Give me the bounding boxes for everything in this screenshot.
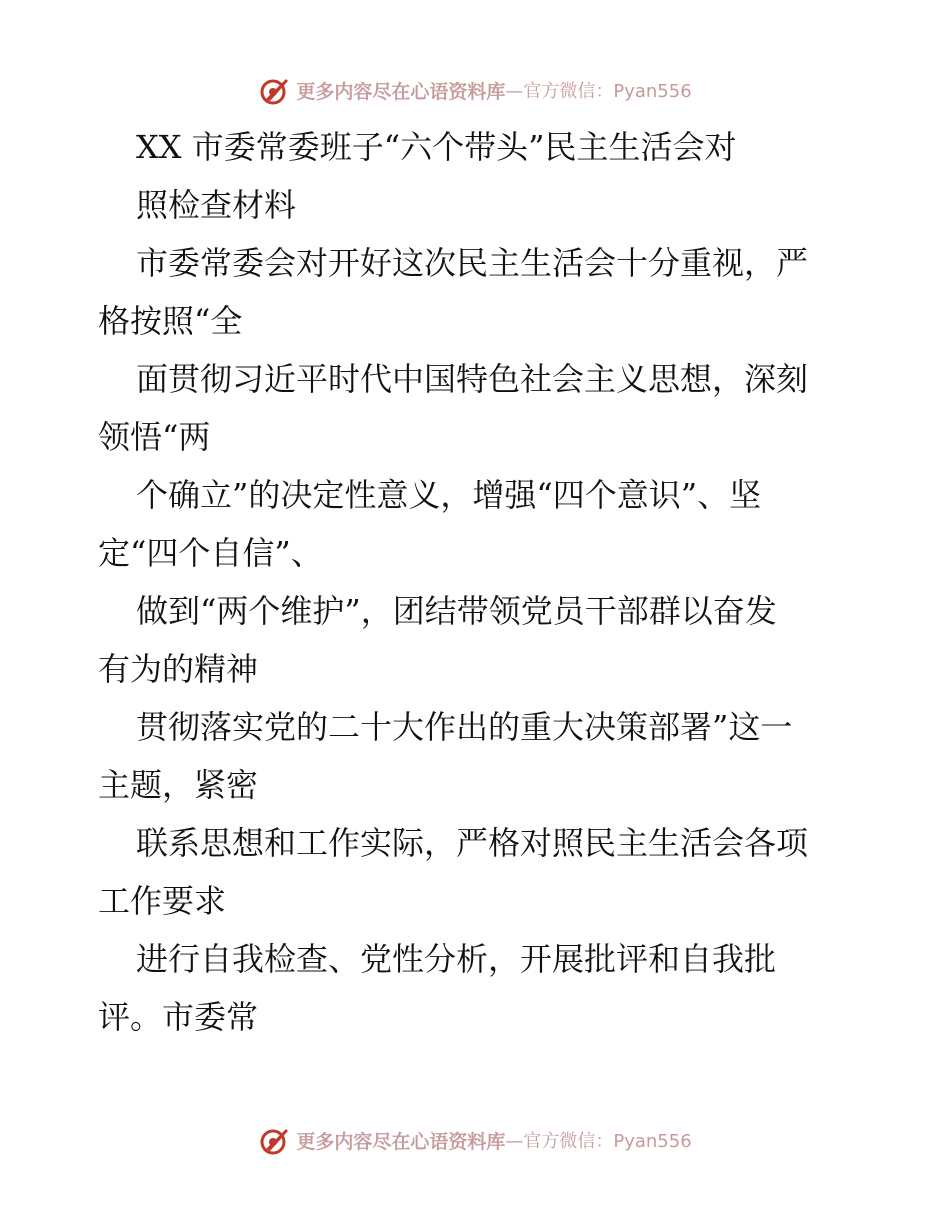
header-watermark xyxy=(0,70,950,110)
document-body xyxy=(98,118,858,1046)
text-line: 进行自我检查、党性分析，开展批评和自我批 xyxy=(136,940,777,978)
text-line: 主题，紧密 xyxy=(98,766,259,804)
text-line: 面贯彻习近平时代中国特色社会主义思想，深刻 xyxy=(136,360,809,398)
quill-logo-icon xyxy=(258,73,292,107)
title-line: 照检查材料 xyxy=(136,186,297,224)
text-line: 个确立”的决定性意义，增强“四个意识”、坚 xyxy=(136,476,762,514)
text-line: 格按照“全 xyxy=(98,302,243,340)
watermark-brand-text: 更多内容尽在心语资料库 xyxy=(296,1130,506,1153)
watermark-contact-text: —官方微信：Pyan556 xyxy=(505,1131,692,1152)
text-line: 领悟“两 xyxy=(98,418,211,456)
text-line: 定“四个自信”、 xyxy=(98,534,323,572)
text-line: 有为的精神 xyxy=(98,650,259,688)
footer-watermark xyxy=(0,1120,950,1160)
text-line: 联系思想和工作实际，严格对照民主生活会各项 xyxy=(136,824,809,862)
text-line: 评。市委常 xyxy=(98,998,259,1036)
title-line: XX 市委常委班子“六个带头”民主生活会对 xyxy=(136,128,737,166)
text-line: 市委常委会对开好这次民主生活会十分重视，严 xyxy=(136,244,809,282)
text-line: 工作要求 xyxy=(98,882,227,920)
watermark-brand-text: 更多内容尽在心语资料库 xyxy=(296,80,506,103)
quill-logo-icon xyxy=(258,1123,292,1157)
text-line: 做到“两个维护”，团结带领党员干部群以奋发 xyxy=(136,592,777,630)
text-line: 贯彻落实党的二十大作出的重大决策部署”这一 xyxy=(136,708,793,746)
watermark-contact-text: —官方微信：Pyan556 xyxy=(505,81,692,102)
